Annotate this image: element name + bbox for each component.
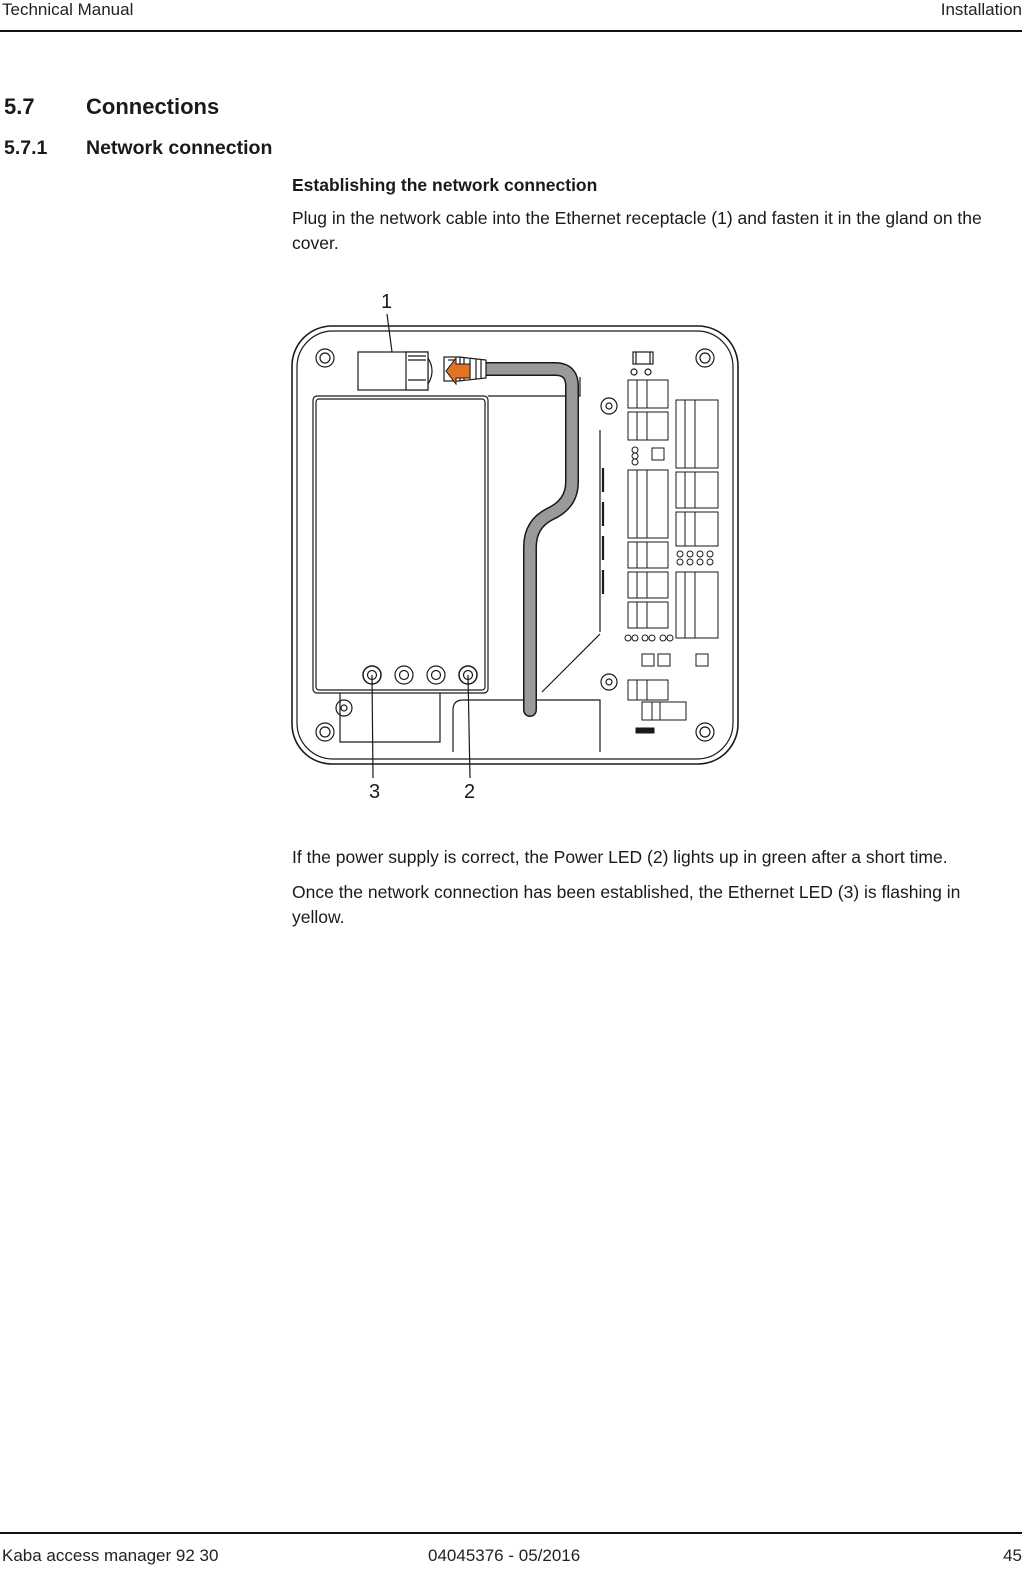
footer-right: 45: [1003, 1546, 1022, 1565]
callout-2: 2: [464, 781, 476, 803]
footer-left: Kaba access manager 92 30: [2, 1546, 219, 1565]
callout-1-leader: [387, 314, 392, 352]
section-number: 5.7: [4, 94, 35, 119]
power-module: [313, 377, 603, 752]
callout-3: 3: [369, 781, 381, 803]
power-paragraph: If the power supply is correct, the Power LED (2) lights up in green after a short time.: [292, 847, 948, 867]
terminal-blocks-right: [625, 400, 718, 733]
subheading: Establishing the network connection: [292, 175, 598, 195]
header-left: Technical Manual: [2, 0, 134, 19]
intro-paragraph: Plug in the network cable into the Ethernet receptacle (1) and fasten it in the gland on the cover.: [292, 208, 982, 253]
section-title: Connections: [86, 94, 220, 119]
footer-center: 04045376 - 05/2016: [428, 1546, 581, 1565]
reset-button: [631, 352, 653, 375]
subsection-title: Network connection: [86, 137, 273, 159]
housing: [292, 326, 738, 764]
ethernet-receptacle: [358, 352, 432, 390]
ethernet-paragraph: Once the network connection has been established, the Ethernet LED (3) is flashing in yellow.: [292, 882, 961, 927]
terminal-blocks-left: [628, 380, 686, 720]
header-rule: [0, 30, 1022, 32]
header-right: Installation: [940, 0, 1022, 19]
footer-rule: [0, 1532, 1022, 1534]
callout-1: 1: [381, 291, 393, 313]
subsection-number: 5.7.1: [4, 137, 48, 159]
led-row: [363, 666, 477, 684]
controller-figure: [280, 282, 750, 812]
network-cable: [444, 357, 572, 710]
